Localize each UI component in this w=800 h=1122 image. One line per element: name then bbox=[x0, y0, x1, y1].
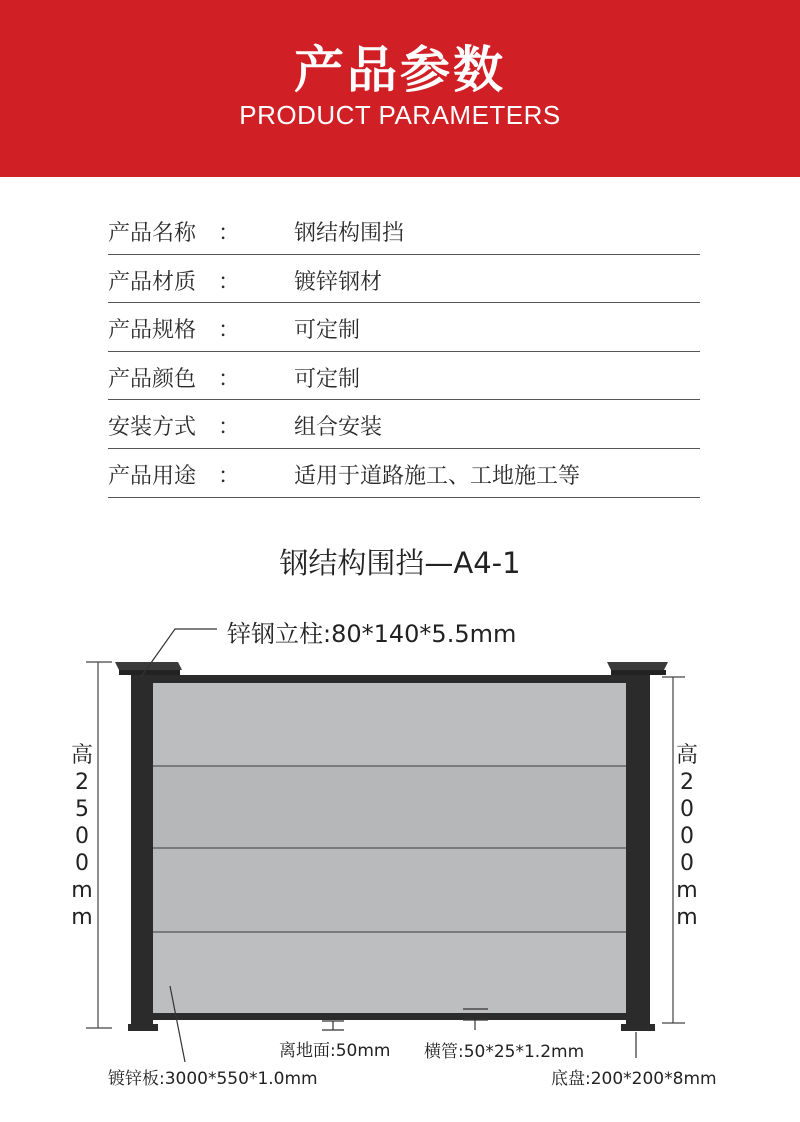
param-colon: ： bbox=[218, 366, 241, 392]
rail-spec-note: 横管:50*25*1.2mm bbox=[424, 1042, 585, 1062]
left-post-cap-edge bbox=[119, 670, 180, 675]
right-post-cap bbox=[607, 662, 668, 670]
param-colon: ： bbox=[218, 269, 241, 295]
left-height-label: 高2500mm bbox=[70, 743, 93, 930]
fence-diagram bbox=[0, 600, 800, 1118]
param-colon: ： bbox=[218, 463, 241, 489]
param-row bbox=[108, 449, 700, 498]
ground-clearance-note: 离地面:50mm bbox=[279, 1041, 391, 1061]
right-base-plate bbox=[621, 1024, 655, 1031]
top-rail bbox=[150, 675, 628, 683]
param-value: 组合安装 bbox=[294, 415, 383, 441]
param-row bbox=[108, 303, 700, 352]
param-label: 安装方式 bbox=[108, 415, 197, 441]
section-title: 产品参数 bbox=[294, 41, 506, 99]
param-value: 可定制 bbox=[294, 366, 361, 392]
param-value: 适用于道路施工、工地施工等 bbox=[294, 463, 581, 489]
param-colon: ： bbox=[218, 221, 241, 246]
base-spec-note: 底盘:200*200*8mm bbox=[551, 1069, 717, 1089]
param-row bbox=[108, 352, 700, 401]
panel-section bbox=[152, 682, 626, 766]
left-base-plate bbox=[128, 1024, 158, 1031]
param-label: 产品颜色 bbox=[108, 366, 197, 392]
param-value: 钢结构围挡 bbox=[294, 221, 405, 246]
param-label: 产品名称 bbox=[108, 221, 197, 246]
left-post bbox=[131, 670, 153, 1030]
right-post bbox=[626, 670, 650, 1030]
model-title: 钢结构围挡—A4-1 bbox=[279, 546, 521, 580]
panel-spec-note: 镀锌板:3000*550*1.0mm bbox=[108, 1069, 318, 1089]
param-label: 产品规格 bbox=[108, 318, 197, 344]
param-colon: ： bbox=[218, 318, 241, 344]
right-height-label: 高2000mm bbox=[675, 743, 698, 930]
param-row bbox=[108, 255, 700, 304]
parameter-table bbox=[108, 206, 700, 498]
header-banner bbox=[0, 0, 800, 177]
param-label: 产品用途 bbox=[108, 463, 197, 489]
section-subtitle: PRODUCT PARAMETERS bbox=[239, 100, 561, 130]
panel-section bbox=[152, 848, 626, 932]
param-row bbox=[108, 206, 700, 255]
panel-section bbox=[152, 932, 626, 1014]
param-value: 可定制 bbox=[294, 318, 361, 344]
column-spec-note: 锌钢立柱:80*140*5.5mm bbox=[227, 620, 517, 648]
right-post-cap-edge bbox=[611, 670, 666, 675]
panel-section bbox=[152, 766, 626, 848]
param-label: 产品材质 bbox=[108, 269, 197, 295]
bottom-rail bbox=[150, 1013, 628, 1020]
param-value: 镀锌钢材 bbox=[294, 269, 383, 295]
param-row bbox=[108, 400, 700, 449]
param-colon: ： bbox=[218, 415, 241, 441]
